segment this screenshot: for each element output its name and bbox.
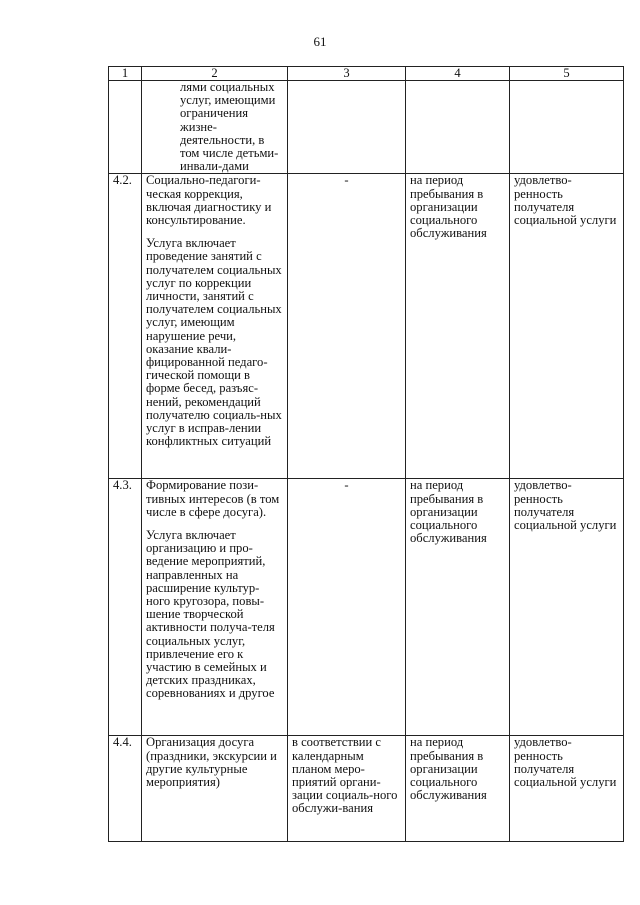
service-quality-indicator: удовлетво-ренность получателя социальной услуги	[510, 174, 624, 479]
service-title: Формирование пози-тивных интересов (в том числе в сфере досуга).	[146, 478, 280, 519]
table-header	[109, 67, 624, 81]
service-title: Социально-педагоги-ческая коррекция, включая диагностику и консультирование.	[146, 173, 272, 228]
table-row	[109, 174, 624, 479]
service-quality-indicator	[510, 81, 624, 174]
row-number: 4.3.	[109, 479, 142, 736]
column-header-1: 1	[109, 67, 142, 81]
service-description	[142, 479, 288, 736]
row-number	[109, 81, 142, 174]
service-period-basis	[288, 174, 406, 479]
service-period-basis	[288, 479, 406, 736]
service-term: на период пребывания в организации социального обслуживания	[406, 479, 510, 736]
service-term: на период пребывания в организации социального обслуживания	[406, 174, 510, 479]
table-row	[109, 479, 624, 736]
dash-placeholder: -	[344, 478, 349, 493]
services-table	[108, 66, 624, 842]
dash-placeholder: -	[344, 173, 349, 188]
table-row	[109, 736, 624, 842]
service-description	[142, 736, 288, 842]
service-quality-indicator: удовлетво-ренность получателя социальной услуги	[510, 479, 624, 736]
column-header-5: 5	[510, 67, 624, 81]
column-header-4: 4	[406, 67, 510, 81]
service-description: лями социальных услуг, имеющими ограничения жизне-деятельности, в том числе детьми-инвали-дами	[142, 81, 288, 174]
service-description	[142, 174, 288, 479]
row-number: 4.4.	[109, 736, 142, 842]
service-details: Услуга включает организацию и про-ведение мероприятий, направленных на расширение культур-ного кругозора, повы-шение творческой активности получа-теля социальных услуг, привлечение его к участию в семейных и детских праздниках, соревнованиях и другое	[146, 528, 275, 701]
column-header-3: 3	[288, 67, 406, 81]
row-number: 4.2.	[109, 174, 142, 479]
service-term: на период пребывания в организации социального обслуживания	[406, 736, 510, 842]
column-header-2: 2	[142, 67, 288, 81]
service-term	[406, 81, 510, 174]
service-period-basis	[288, 81, 406, 174]
service-details: Услуга включает проведение занятий с получателем социальных услуг по коррекции личности, занятий с получателем социальных услуг, имеющим нарушение речи, оказание квали-фицированной педаго-гической помощи в форме бесед, разъяс-нений, рекомендаций получателю социаль-ных услуг в исправ-лении конфликтных ситуаций	[146, 236, 282, 449]
service-quality-indicator: удовлетво-ренность получателя социальной услуги	[510, 736, 624, 842]
page-number: 61	[313, 34, 327, 49]
service-period-basis: в соответствии с календарным планом меро-приятий органи-зации социаль-ного обслужи-вания	[288, 736, 406, 842]
service-title: Организация досуга (праздники, экскурсии и другие культурные мероприятия)	[146, 735, 277, 790]
table-row-continuation	[109, 81, 624, 174]
